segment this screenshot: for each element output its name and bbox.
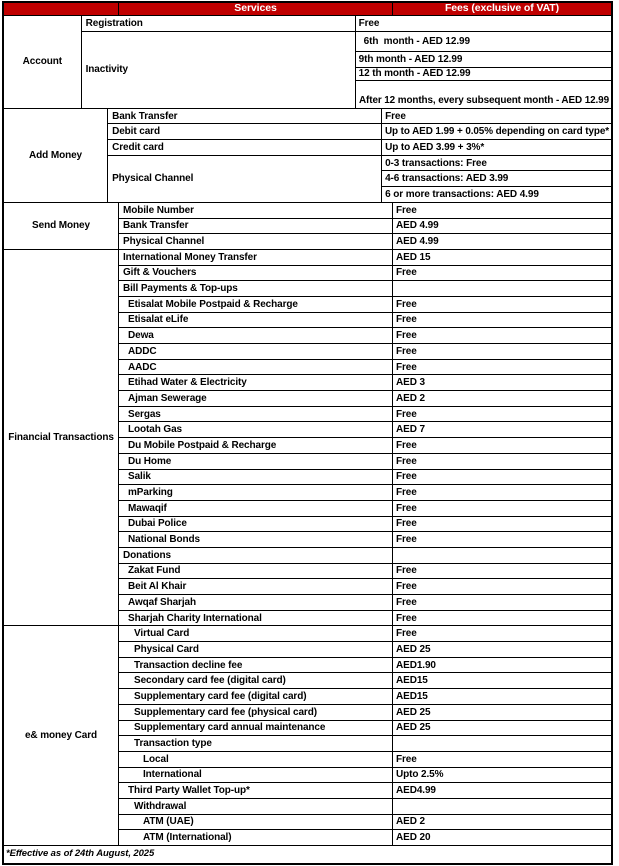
fee-value: Free — [396, 345, 417, 357]
fee-cell — [393, 407, 611, 422]
service-cell — [119, 391, 393, 406]
service-label: ADDC — [128, 345, 157, 357]
category-cell — [4, 109, 108, 202]
service-label: Bank Transfer — [112, 110, 178, 122]
fee-cell — [356, 52, 611, 68]
fee-cell — [382, 109, 611, 124]
service-row — [119, 360, 611, 376]
service-label: Etisalat eLife — [128, 314, 189, 326]
fee-value: Free — [396, 204, 417, 216]
service-cell — [119, 266, 393, 281]
fee-cell — [393, 328, 611, 343]
service-label: International — [143, 769, 202, 781]
fee-value: Free — [396, 753, 417, 765]
service-label: Credit card — [112, 141, 164, 153]
service-row — [119, 532, 611, 548]
fee-cell — [393, 250, 611, 265]
fee-value: AED 7 — [396, 424, 425, 436]
service-cell — [119, 815, 393, 830]
fee-cell — [393, 799, 611, 814]
service-cell — [119, 297, 393, 312]
fee-value: Free — [396, 518, 417, 530]
service-label: Sharjah Charity International — [128, 612, 262, 624]
service-cell — [119, 658, 393, 673]
service-row — [119, 454, 611, 470]
fee-value: Free — [396, 330, 417, 342]
service-cell — [119, 642, 393, 657]
service-label: Bill Payments & Top-ups — [123, 283, 238, 295]
fee-cell — [393, 203, 611, 218]
footnote: *Effective as of 24th August, 2025 — [6, 848, 155, 860]
table-body — [4, 16, 611, 846]
header-fees-text: Fees (exclusive of VAT) — [444, 2, 559, 15]
fee-value: 9th month - AED 12.99 — [358, 53, 463, 65]
service-row — [119, 219, 611, 235]
service-label: Supplementary card fee (physical card) — [134, 706, 317, 718]
service-label: Secondary card fee (digital card) — [134, 675, 286, 687]
service-label: Inactivity — [85, 64, 128, 76]
service-cell — [119, 328, 393, 343]
service-row — [108, 109, 611, 125]
service-cell — [119, 673, 393, 688]
service-row — [108, 124, 611, 140]
fee-value: AED 15 — [396, 251, 431, 263]
service-row — [119, 266, 611, 282]
fee-cell — [393, 611, 611, 626]
service-cell — [119, 281, 393, 296]
service-row — [119, 407, 611, 423]
fee-value: Free — [396, 534, 417, 546]
service-label: Sergas — [128, 408, 161, 420]
fee-value: AED 25 — [396, 643, 431, 655]
fee-value: Free — [396, 471, 417, 483]
category-label: Account — [22, 56, 62, 68]
category-cell — [4, 250, 119, 626]
service-label: ATM (International) — [143, 832, 232, 844]
service-cell — [119, 799, 393, 814]
service-cell — [119, 564, 393, 579]
service-label: Virtual Card — [134, 628, 190, 640]
fee-value: Upto 2.5% — [396, 769, 444, 781]
service-cell — [119, 360, 393, 375]
service-cell — [119, 454, 393, 469]
service-cell — [108, 124, 382, 139]
fee-value: AED 20 — [396, 832, 431, 844]
service-row — [119, 705, 611, 721]
service-label: Dubai Police — [128, 518, 187, 530]
fee-cell — [356, 68, 611, 81]
fee-value: Free — [396, 408, 417, 420]
service-row — [119, 579, 611, 595]
service-row — [119, 470, 611, 486]
service-label: Mobile Number — [123, 204, 194, 216]
section-financial-transactions — [4, 250, 611, 627]
service-label: Transaction type — [134, 738, 212, 750]
category-cell — [4, 626, 119, 845]
fee-cell — [393, 360, 611, 375]
fee-value: Free — [396, 565, 417, 577]
fee-value: Free — [396, 314, 417, 326]
service-label: Third Party Wallet Top-up* — [128, 785, 250, 797]
fee-cell — [393, 532, 611, 547]
fee-value: AED 25 — [396, 722, 431, 734]
service-row — [119, 203, 611, 219]
service-row — [119, 344, 611, 360]
fee-cell — [393, 626, 611, 641]
fee-value: Free — [385, 110, 406, 122]
service-label: Physical Channel — [112, 173, 194, 185]
service-label: Physical Channel — [123, 236, 205, 248]
service-label: Supplementary card annual maintenance — [134, 722, 326, 734]
service-row — [119, 517, 611, 533]
service-label: Debit card — [112, 126, 160, 138]
fee-cell — [393, 721, 611, 736]
service-row — [119, 422, 611, 438]
service-row — [119, 815, 611, 831]
fee-cell — [382, 140, 611, 155]
service-cell — [119, 830, 393, 845]
service-cell — [119, 579, 393, 594]
service-row — [119, 564, 611, 580]
service-row — [119, 438, 611, 454]
fee-value: AED 2 — [396, 392, 425, 404]
section-account — [4, 16, 611, 109]
fee-cell — [393, 219, 611, 234]
fee-cell — [393, 234, 611, 249]
fee-value: Free — [396, 455, 417, 467]
fee-cell — [393, 658, 611, 673]
fee-cell — [356, 16, 611, 31]
fee-cell — [393, 579, 611, 594]
service-row — [119, 721, 611, 737]
fee-value: Free — [396, 439, 417, 451]
service-row — [108, 156, 611, 202]
service-row — [119, 673, 611, 689]
fees-table — [2, 1, 613, 865]
service-row — [119, 313, 611, 329]
fee-cell — [393, 266, 611, 281]
service-row — [119, 658, 611, 674]
section-send-money — [4, 203, 611, 250]
service-row — [119, 768, 611, 784]
category-label: Add Money — [29, 149, 83, 161]
category-label: e& money Card — [24, 730, 98, 742]
service-cell — [119, 407, 393, 422]
fee-cell — [393, 281, 611, 296]
service-row — [119, 281, 611, 297]
service-cell — [82, 16, 356, 31]
service-cell — [119, 501, 393, 516]
service-row — [119, 250, 611, 266]
fee-cell — [393, 689, 611, 704]
fee-cell — [382, 187, 611, 202]
service-row — [119, 501, 611, 517]
service-cell — [119, 438, 393, 453]
fee-value: AED15 — [396, 690, 428, 702]
header-fees-label — [393, 3, 611, 15]
fee-cell — [382, 171, 611, 187]
service-row — [119, 234, 611, 249]
fee-cell — [382, 124, 611, 139]
service-cell — [119, 752, 393, 767]
service-row — [119, 391, 611, 407]
service-cell — [119, 532, 393, 547]
service-label: Gift & Vouchers — [123, 267, 197, 279]
service-cell — [119, 219, 393, 234]
service-row — [119, 611, 611, 626]
fee-value: Up to AED 1.99 + 0.05% depending on card type* — [385, 126, 610, 138]
service-row — [119, 783, 611, 799]
service-label: Physical Card — [134, 643, 199, 655]
service-label: Registration — [85, 17, 143, 29]
fee-cell — [393, 422, 611, 437]
service-cell — [119, 203, 393, 218]
fee-value: Free — [396, 612, 417, 624]
service-row — [82, 16, 611, 32]
service-cell — [108, 140, 382, 155]
service-label: Donations — [123, 549, 171, 561]
fee-cell — [393, 391, 611, 406]
fee-value: AED15 — [396, 675, 428, 687]
service-cell — [119, 768, 393, 783]
fee-cell — [393, 297, 611, 312]
category-label: Send Money — [32, 220, 90, 232]
service-row — [119, 485, 611, 501]
service-row — [119, 799, 611, 815]
fee-value: Free — [396, 502, 417, 514]
service-cell — [119, 721, 393, 736]
service-row — [119, 375, 611, 391]
service-cell — [119, 375, 393, 390]
fee-cell — [393, 830, 611, 845]
service-label: Dewa — [128, 330, 154, 342]
category-label: Financial Transactions — [8, 432, 114, 444]
fee-cell — [393, 485, 611, 500]
fee-value: AED 4.99 — [396, 220, 439, 232]
fee-cell — [393, 595, 611, 610]
fee-value: Free — [358, 17, 380, 29]
fee-cell — [393, 783, 611, 798]
service-cell — [119, 783, 393, 798]
service-row — [119, 830, 611, 845]
fee-cell — [393, 564, 611, 579]
fee-value: Free — [396, 267, 417, 279]
service-label: Etisalat Mobile Postpaid & Recharge — [128, 298, 298, 310]
service-cell — [119, 485, 393, 500]
fee-cell — [393, 548, 611, 563]
fee-value: AED 3 — [396, 377, 425, 389]
fee-value: AED 25 — [396, 706, 431, 718]
service-cell — [119, 548, 393, 563]
service-cell — [119, 422, 393, 437]
fee-value: 12 th month - AED 12.99 — [358, 68, 471, 80]
header-services-label — [119, 3, 393, 15]
fee-cell — [356, 81, 611, 108]
service-row — [119, 297, 611, 313]
fee-cell — [393, 752, 611, 767]
fee-value: AED1.90 — [396, 659, 436, 671]
service-label: Bank Transfer — [123, 220, 189, 232]
service-row — [108, 140, 611, 156]
fee-cell — [393, 470, 611, 485]
service-row — [119, 642, 611, 658]
table-header-row — [4, 3, 611, 16]
fee-cell — [393, 375, 611, 390]
service-cell — [119, 689, 393, 704]
service-cell — [119, 736, 393, 751]
fee-value: 4-6 transactions: AED 3.99 — [385, 173, 509, 185]
service-row — [119, 752, 611, 768]
fee-value: Up to AED 3.99 + 3%* — [385, 141, 485, 153]
service-cell — [119, 705, 393, 720]
header-services-text: Services — [234, 2, 277, 15]
service-label: Du Home — [128, 455, 172, 467]
fee-cell — [393, 768, 611, 783]
fee-value: After 12 months, every subsequent month - AED 12.99 — [358, 94, 609, 106]
fee-value: Free — [396, 487, 417, 499]
section-add-money — [4, 109, 611, 203]
fee-value: 6th month - AED 12.99 — [363, 35, 470, 47]
service-cell — [119, 234, 393, 249]
fee-cell — [393, 438, 611, 453]
service-cell — [119, 611, 393, 626]
service-cell — [119, 313, 393, 328]
fee-value: Free — [396, 628, 417, 640]
service-cell — [82, 32, 356, 108]
service-label: Transaction decline fee — [134, 659, 243, 671]
service-label: National Bonds — [128, 534, 200, 546]
service-cell — [119, 344, 393, 359]
service-cell — [119, 517, 393, 532]
fee-value: Free — [396, 581, 417, 593]
fee-cell — [393, 673, 611, 688]
service-label: ATM (UAE) — [143, 816, 194, 828]
fee-cell — [393, 501, 611, 516]
service-label: Beit Al Khair — [128, 581, 187, 593]
service-row — [119, 328, 611, 344]
category-cell — [4, 16, 82, 108]
fee-cell — [393, 344, 611, 359]
service-label: International Money Transfer — [123, 251, 257, 263]
service-label: Lootah Gas — [128, 424, 183, 436]
service-label: Salik — [128, 471, 151, 483]
service-label: Local — [143, 753, 169, 765]
fee-cell — [393, 736, 611, 751]
service-label: Awqaf Sharjah — [128, 596, 196, 608]
fee-value: Free — [396, 596, 417, 608]
fee-cell — [393, 313, 611, 328]
fee-cell — [393, 454, 611, 469]
fee-value: AED4.99 — [396, 785, 436, 797]
fee-value: AED 4.99 — [396, 236, 439, 248]
service-label: Mawaqif — [128, 502, 167, 514]
service-label: AADC — [128, 361, 157, 373]
service-cell — [119, 626, 393, 641]
footnote-row — [4, 846, 611, 863]
service-row — [119, 595, 611, 611]
fee-cell — [382, 156, 611, 172]
fee-cell — [393, 642, 611, 657]
fee-cell — [393, 815, 611, 830]
fee-cell — [356, 32, 611, 52]
service-row — [119, 626, 611, 642]
service-row — [82, 32, 611, 108]
header-category-cell — [4, 3, 119, 15]
service-row — [119, 548, 611, 564]
service-label: mParking — [128, 487, 173, 499]
service-label: Zakat Fund — [128, 565, 181, 577]
service-cell — [119, 595, 393, 610]
fee-value: Free — [396, 361, 417, 373]
service-cell — [108, 156, 382, 202]
fee-value: Free — [396, 298, 417, 310]
fee-value: AED 2 — [396, 816, 425, 828]
service-cell — [119, 250, 393, 265]
service-cell — [108, 109, 382, 124]
service-label: Supplementary card fee (digital card) — [134, 690, 307, 702]
fee-cell — [393, 517, 611, 532]
service-label: Withdrawal — [134, 800, 187, 812]
fee-cell — [393, 705, 611, 720]
service-label: Du Mobile Postpaid & Recharge — [128, 439, 277, 451]
section-e-money-card — [4, 626, 611, 846]
service-label: Ajman Sewerage — [128, 392, 207, 404]
fee-value: 6 or more transactions: AED 4.99 — [385, 188, 539, 200]
service-label: Etihad Water & Electricity — [128, 377, 247, 389]
category-cell — [4, 203, 119, 249]
service-row — [119, 736, 611, 752]
fee-value: 0-3 transactions: Free — [385, 157, 487, 169]
service-row — [119, 689, 611, 705]
service-cell — [119, 470, 393, 485]
